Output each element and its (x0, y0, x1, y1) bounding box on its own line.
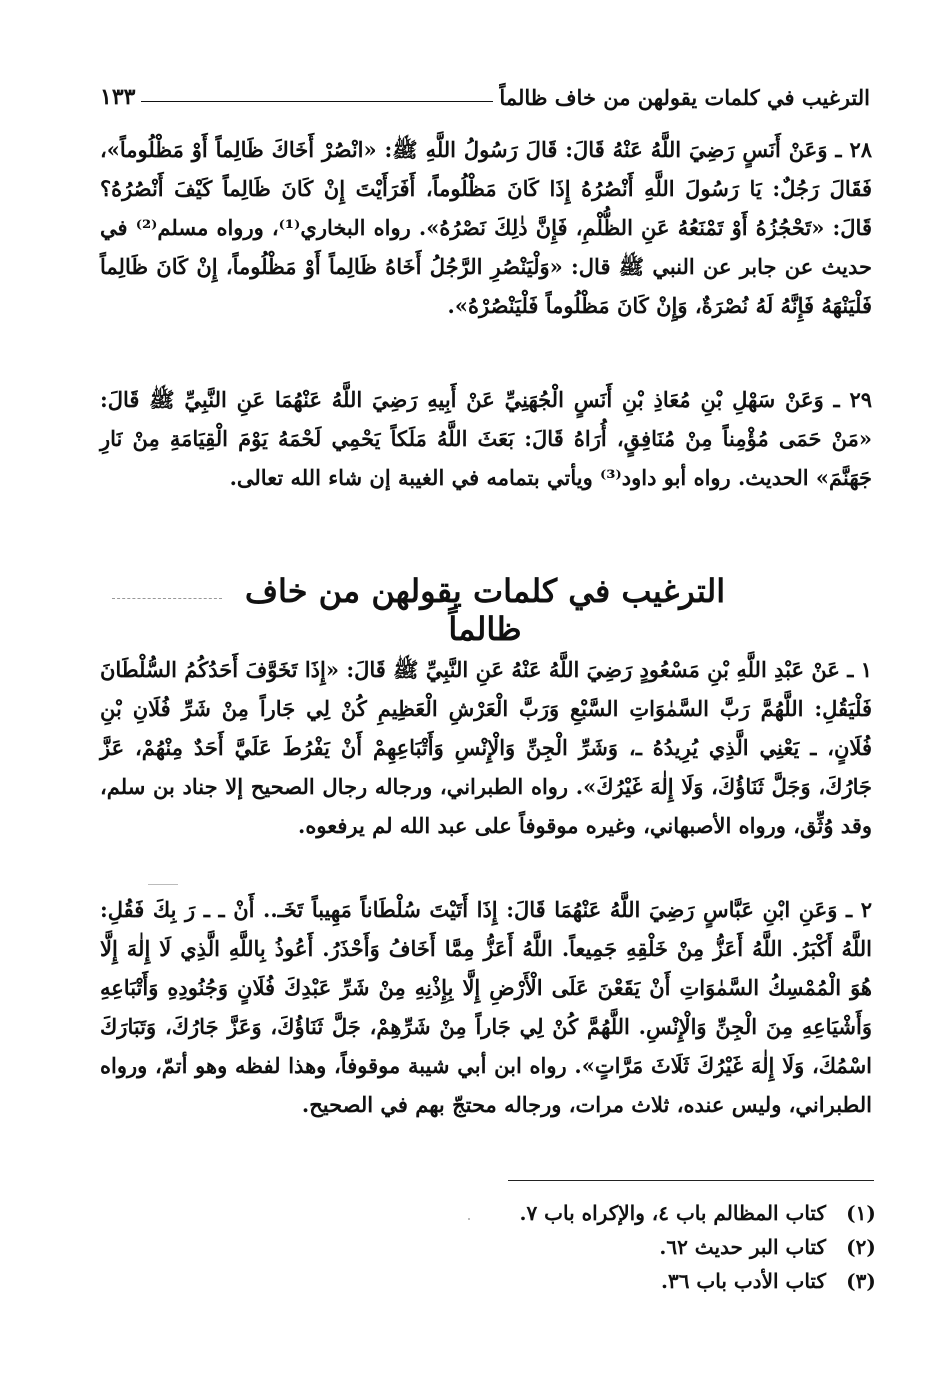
section-title: الترغيب في كلمات يقولهن من خاف ظالماً (244, 572, 726, 648)
footnote-rule (508, 1180, 874, 1181)
scan-speck (468, 1218, 470, 1220)
footnotes-list (400, 1196, 880, 1298)
header-rule (141, 101, 493, 102)
hadith-28-paragraph: ٢٨ ـ وَعَنْ أَنَسٍ رَضِيَ اللَّهُ عَنْهُ قَالَ: قَالَ رَسُولُ اللَّهِ ﷺ: «انْصُرْ أَخَاكَ ظَالِماً أَوْ مَظْلُوماً»، فَقَالَ رَجُلٌ: يَا رَسُولَ اللَّهِ أَنْصُرُهُ إِذَا كَانَ مَظْلُوماً، أَفَرَأَيْتَ إِنْ كَانَ ظَالِماً كَيْفَ أَنْصُرُهُ؟ قَالَ: «تَحْجُزُهُ أَوْ تَمْنَعُهُ عَنِ الظُّلْمِ، فَإِنَّ ذٰلِكَ نَصْرُهُ». رواه البخاري⁽¹⁾، ورواه مسلم⁽²⁾ في حديث عن جابر عن النبي ﷺ قال: «وَلْيَنْصُرِ الرَّجُلُ أَخَاهُ ظَالِماً أَوْ مَظْلُوماً، إِنْ كَانَ ظَالِماً فَلْيَنْهَهُ فَإِنَّهُ لَهُ نُصْرَةٌ، وَإِنْ كَانَ مَظْلُوماً فَلْيَنْصُرْهُ». (100, 137, 872, 318)
hadith-29-paragraph: ٢٩ ـ وَعَنْ سَهْلِ بْنِ مُعَاذِ بْنِ أَنَسٍ الْجُهَنِيِّ عَنْ أَبِيهِ رَضِيَ اللَّهُ عَنْهُمَا عَنِ النَّبِيِّ ﷺ قَالَ: «مَنْ حَمَى مُؤْمِناً مِنْ مُنَافِقٍ، أُرَاهُ قَالَ: بَعَثَ اللَّهُ مَلَكاً يَحْمِي لَحْمَهُ يَوْمَ الْقِيَامَةِ مِنْ نَارِ جَهَنَّمَ» الحديث. رواه أبو داود⁽³⁾ ويأتي بتمامه في الغيبة إن شاء الله تعالى. (100, 387, 872, 490)
footnote-number: (١) (846, 1201, 876, 1225)
footnote-text: كتاب البر حديث ٦٢. (659, 1235, 826, 1259)
header-title: الترغيب في كلمات يقولهن من خاف ظالماً (499, 85, 870, 110)
footnote-item (400, 1264, 880, 1298)
footnote-number: (٢) (846, 1235, 876, 1259)
page-number: ١٣٣ (100, 84, 136, 110)
title-decoration (112, 598, 222, 599)
running-header (100, 76, 870, 110)
section-hadith-1: ١ ـ عَنْ عَبْدِ اللَّهِ بْنِ مَسْعُودٍ رَضِيَ اللَّهُ عَنْهُ عَنِ النَّبِيِّ ﷺ قَالَ: «إِذَا تَخَوَّفَ أَحَدُكُمُ السُّلْطَانَ فَلْيَقُلِ: اللَّهُمَّ رَبَّ السَّمٰوَاتِ السَّبْعِ وَرَبَّ الْعَرْشِ الْعَظِيمِ كُنْ لِي جَاراً مِنْ شَرِّ فُلَانِ بْنِ فُلَانٍ، ـ يَعْنِي الَّذِي يُرِيدُهُ ـ، وَشَرِّ الْجِنِّ وَالْإِنْسِ وَأَتْبَاعِهِمْ أَنْ يَفْرُطَ عَلَيَّ أَحَدٌ مِنْهُمْ، عَزَّ جَارُكَ، وَجَلَّ ثَنَاؤُكَ، وَلَا إِلٰهَ غَيْرُكَ». رواه الطبراني، ورجاله رجال الصحيح إلا جناد بن سلم، وقد وُثِّق، ورواه الأصبهاني، وغيره موقوفاً على عبد الله لم يرفعوه. (100, 657, 872, 838)
footnote-item (400, 1196, 880, 1230)
section-hadith-2: ٢ ـ وَعَنِ ابْنِ عَبَّاسٍ رَضِيَ اللَّهُ عَنْهُمَا قَالَ: إِذَا أَتَيْتَ سُلْطَاناً مَهِيباً تَخَـ.. أَنْ ـ ـ رَ بِكَ فَقُلِ: اللَّهُ أَكْبَرُ. اللَّهُ أَعَزُّ مِنْ خَلْقِهِ جَمِيعاً. اللَّهُ أَعَزُّ مِمَّا أَخَافُ وَأَحْذَرُ. أَعُوذُ بِاللَّهِ الَّذِي لَا إِلٰهَ إِلَّا هُوَ الْمُمْسِكُ السَّمٰوَاتِ أَنْ يَقَعْنَ عَلَى الْأَرْضِ إِلَّا بِإِذْنِهِ مِنْ شَرِّ عَبْدِكَ فُلَانٍ وَجُنُودِهِ وَأَتْبَاعِهِ وَأَشْيَاعِهِ مِنَ الْجِنِّ وَالْإِنْسِ. اللَّهُمَّ كُنْ لِي جَاراً مِنْ شَرِّهِمْ، جَلَّ ثَنَاؤُكَ، وَعَزَّ جَارُكَ، وَتَبَارَكَ اسْمُكَ، وَلَا إِلٰهَ غَيْرُكَ ثَلَاثَ مَرَّاتٍ». رواه ابن أبي شيبة موقوفاً، وهذا لفظه وهو أتمّ، ورواه الطبراني، وليس عنده، ثلاث مرات، ورجاله محتجّ بهم في الصحيح. (100, 897, 872, 1117)
footnote-text: كتاب المظالم باب ٤، والإكراه باب ٧. (519, 1201, 826, 1225)
footnote-text: كتاب الأدب باب ٣٦. (660, 1269, 826, 1293)
footnote-number: (٣) (846, 1269, 876, 1293)
scan-speck (148, 884, 178, 885)
footnote-item (400, 1230, 880, 1264)
